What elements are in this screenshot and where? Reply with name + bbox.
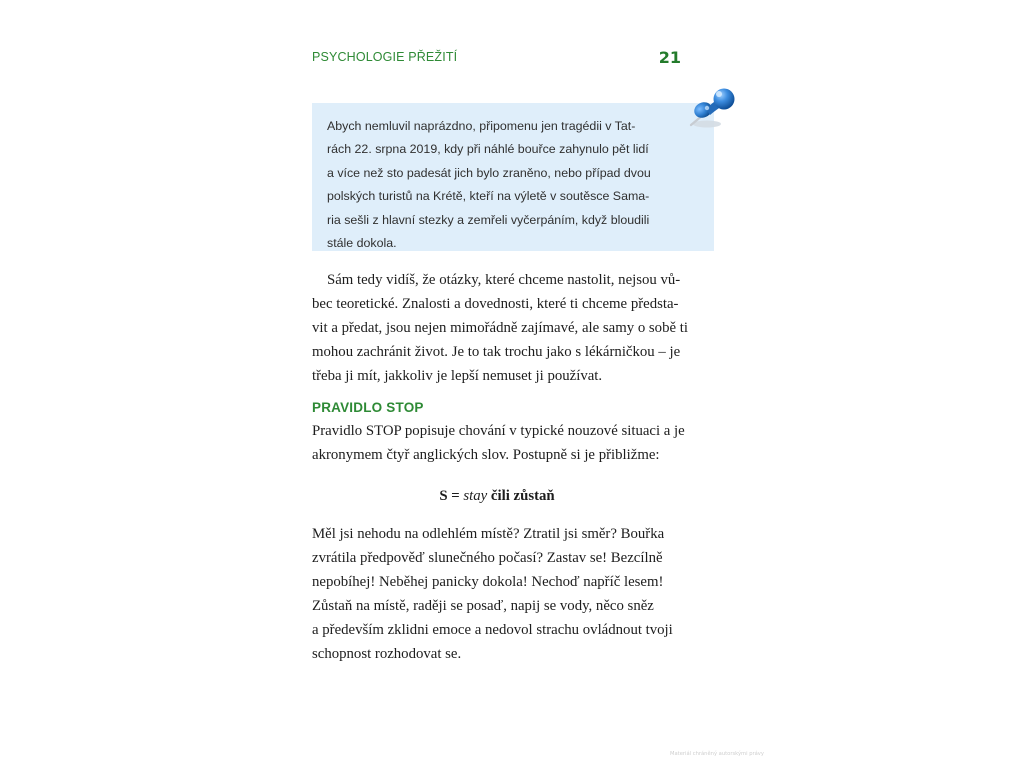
paragraph-line: zvrátila předpověď slunečného počasí? Zastav se! Bezcílně	[312, 550, 663, 566]
paragraph-line: třeba ji mít, jakkoliv je lepší nemuset ji používat.	[312, 368, 603, 384]
stop-rule-definition	[312, 484, 682, 508]
paragraph-line: bec teoretické. Znalosti a dovednosti, které ti chceme předsta-	[312, 296, 679, 312]
chapter-title: PSYCHOLOGIE PŘEŽITÍ	[312, 50, 458, 64]
info-callout-text	[327, 115, 677, 255]
push-pin-icon	[685, 82, 740, 130]
page-header	[312, 47, 681, 67]
paragraph-line: a především zklidni emoce a nedovol strachu ovládnout tvoji	[312, 622, 673, 638]
stop-rule-intro	[312, 419, 685, 467]
paragraph-line: schopnost rozhodovat se.	[312, 646, 462, 662]
info-line: ria sešli z hlavní stezky a zemřeli vyčerpáním, když bloudili	[327, 212, 650, 227]
info-line: Abych nemluvil naprázdno, připomenu jen tragédii v Tat-	[327, 119, 636, 133]
intro-paragraph	[312, 268, 688, 388]
info-line: polských turistů na Krétě, kteří na výletě v soutěsce Sama-	[327, 189, 650, 204]
page-number: 21	[658, 47, 681, 67]
paragraph-line: Pravidlo STOP popisuje chování v typické nouzové situaci a je	[312, 423, 685, 439]
paragraph-line: akronymem čtyř anglických slov. Postupně si je přibližme:	[312, 447, 660, 463]
rule-suffix: čili zůstaň	[487, 488, 555, 504]
info-line: rách 22. srpna 2019, kdy při náhlé bouřce zahynulo pět lidí	[327, 142, 649, 157]
paragraph-line: vit a předat, jsou nejen mimořádně zajímavé, ale samy o sobě ti	[312, 320, 688, 336]
paragraph-line: Zůstaň na místě, raději se posaď, napij se vody, něco sněz	[312, 598, 654, 614]
copyright-note: Materiál chráněný autorskými právy	[670, 751, 764, 757]
paragraph-line: nepobíhej! Neběhej panicky dokola! Nechoď napříč lesem!	[312, 574, 664, 590]
paragraph-line: Sám tedy vidíš, že otázky, které chceme nastolit, nejsou vů-	[327, 272, 681, 288]
section-heading: PRAVIDLO STOP	[312, 400, 424, 415]
paragraph-line: mohou zachránit život. Je to tak trochu jako s lékárničkou – je	[312, 344, 681, 360]
rule-prefix: S =	[439, 488, 464, 504]
paragraph-line: Měl jsi nehodu na odlehlém místě? Ztratil jsi směr? Bouřka	[312, 526, 665, 542]
info-line: a více než sto padesát jich bylo zraněno, nebo případ dvou	[327, 165, 651, 180]
stop-rule-explanation	[312, 522, 682, 666]
info-line: stále dokola.	[327, 236, 397, 251]
rule-english-word: stay	[463, 488, 488, 504]
